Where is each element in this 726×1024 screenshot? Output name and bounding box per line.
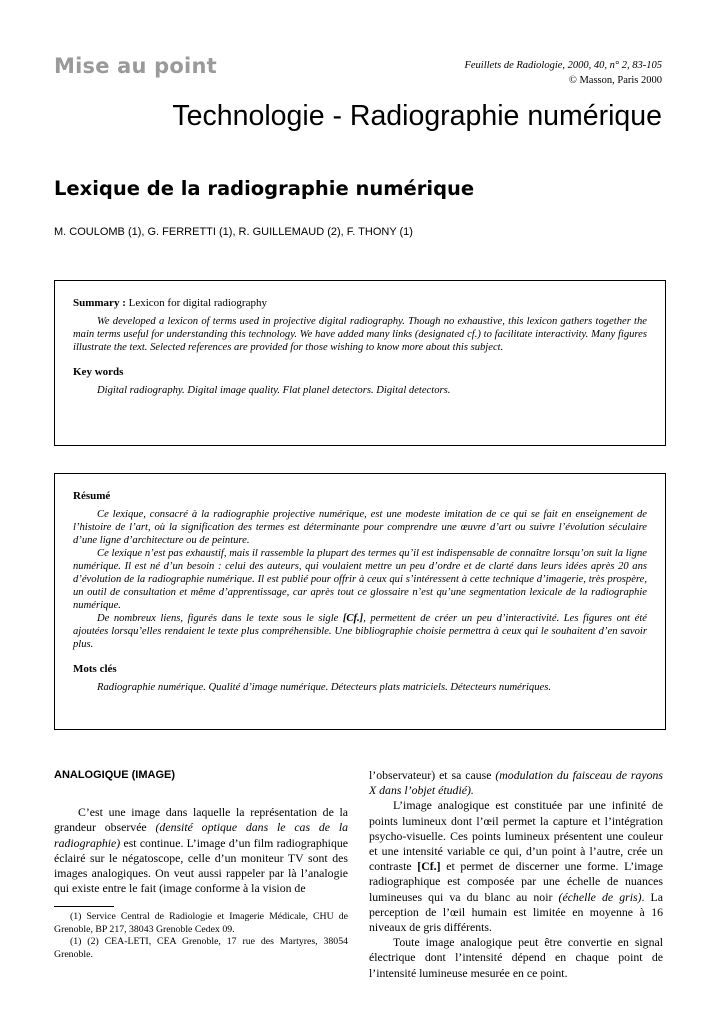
mots-cles-text: Radiographie numérique. Qualité d’image numérique. Détecteurs plats matriciels. Détecteurs numériques. xyxy=(97,682,551,693)
resume-box xyxy=(54,473,666,730)
body-paragraph xyxy=(369,798,663,935)
resume-paragraph-1: Ce lexique, consacré à la radiographie projective numérique, est une modeste imitation de ce qui se fait en enseignement de l’histoire de l’art, où la signification des termes est déterminante pour comprendre une œuvre d’art ou suivre l’évolution séculaire d’une ligne d’architecture ou de peinture. xyxy=(73,509,647,546)
main-title: Technologie - Radiographie numérique xyxy=(172,100,662,132)
journal-citation xyxy=(464,58,662,88)
summary-heading xyxy=(73,297,647,309)
body-paragraph xyxy=(54,805,348,896)
text-run: et permet de discerner une forme. L’image radiographique est composée par une échelle de nuances lumineuses qui va du blanc au noir xyxy=(369,859,663,904)
text-run: l’observateur) et sa cause xyxy=(369,768,496,782)
footnotes xyxy=(54,911,348,961)
copyright-line: © Masson, Paris 2000 xyxy=(568,75,662,86)
mots-cles-heading: Mots clés xyxy=(73,663,117,675)
cf-link[interactable]: [Cf.] xyxy=(417,859,441,874)
journal-line: Feuillets de Radiologie, 2000, 40, n° 2, 83-105 xyxy=(464,60,662,71)
resume-p3-end: , permettent de créer un peu d’interactivité. Les figures ont été ajoutées lorsqu’elles rendaient le texte plus compréhensible. Une bibliographie choisie permettra à ceux qui le souhaitent d’en savoir plus. xyxy=(73,613,647,650)
body-paragraph xyxy=(369,768,663,798)
resume-paragraph-3 xyxy=(73,612,647,651)
body-paragraph: Toute image analogique peut être convertie en signal électrique dont l’intensité dépend en chaque point de l’intensité lumineuse mesurée en ce point. xyxy=(369,935,663,980)
section-label: Mise au point xyxy=(54,54,217,78)
text-run-italic: (échelle de gris) xyxy=(558,889,642,904)
summary-box xyxy=(54,280,666,446)
text-run-italic: (modulation du faisceau de rayons X dans l’objet étudié). xyxy=(369,768,664,798)
footnote-rule xyxy=(54,906,114,907)
article-title: Lexique de la radiographie numérique xyxy=(54,177,475,200)
text-run: est continue. L’image d’un film radiographique éclairé sur le négatoscope, celle d’un moniteur TV sont des images analogiques. On veut aussi rappeler par là l’analogie qui existe entre le fait (image conforme à la vision de xyxy=(54,835,348,896)
footnote-2: (1) (2) CEA-LETI, CEA Grenoble, 17 rue des Martyres, 38054 Grenoble. xyxy=(54,936,348,960)
footnote-1: (1) Service Central de Radiologie et Imagerie Médicale, CHU de Grenoble, BP 217, 38043 Grenoble Cedex 09. xyxy=(54,911,348,935)
keywords-text: Digital radiography. Digital image quality. Flat planel detectors. Digital detectors. xyxy=(97,385,451,396)
text-run-italic: (densité optique dans le cas de la radiographie) xyxy=(54,820,348,850)
text-run: . La perception de l’œil humain est limitée en moyenne à 16 niveaux de gris différents. xyxy=(369,889,663,935)
body-column-left xyxy=(54,768,348,896)
authors: M. COULOMB (1), G. FERRETTI (1), R. GUILLEMAUD (2), F. THONY (1) xyxy=(54,226,413,238)
summary-label: Summary : xyxy=(73,297,126,309)
section-heading: ANALOGIQUE (IMAGE) xyxy=(54,769,175,781)
keywords-heading: Key words xyxy=(73,366,124,378)
body-column-right xyxy=(369,768,663,981)
resume-paragraph-2: Ce lexique n’est pas exhaustif, mais il rassemble la plupart des termes qu’il est indispensable de connaître lorsqu’on suit la ligne numérique. Il est né d’un besoin : celui des auteurs, qui voulaient mettre un peu d’ordre et de clarté dans leurs idées après 20 ans d’évolution de la radiographie numérique. Il est publié pour offrir à ceux qui s’intéressent à cette technique d’imagerie, très prospère, un outil de consultation et même d’apprentissage, car après tout ce glossaire n’est qu’une segmentation lexicale de la radiographie numérique. xyxy=(73,548,647,611)
summary-title: Lexicon for digital radiography xyxy=(128,297,267,309)
cf-link[interactable]: [Cf.] xyxy=(342,613,364,624)
resume-p3-start: De nombreux liens, figurés dans le texte sous le sigle xyxy=(97,613,343,624)
text-run: L’image analogique est constituée par une infinité de points lumineux dont l’œil permet la capture et l’intégration psycho-visuelle. Ces points lumineux présentent une couleur et une intensité variable ce qui, d’un point à l’autre, crée un contraste xyxy=(369,798,663,874)
summary-text: We developed a lexicon of terms used in projective digital radiography. Though no exhaustive, this lexicon gathers together the main terms useful for understanding this technology. We have added many links (designated cf.) to facilitate interactivity. Many figures illustrate the text. Selected references are provided for those wishing to know more about this subject. xyxy=(73,316,647,353)
text-run: C’est une image dans laquelle la représentation de la grandeur observée xyxy=(54,805,348,835)
resume-heading: Résumé xyxy=(73,490,111,502)
